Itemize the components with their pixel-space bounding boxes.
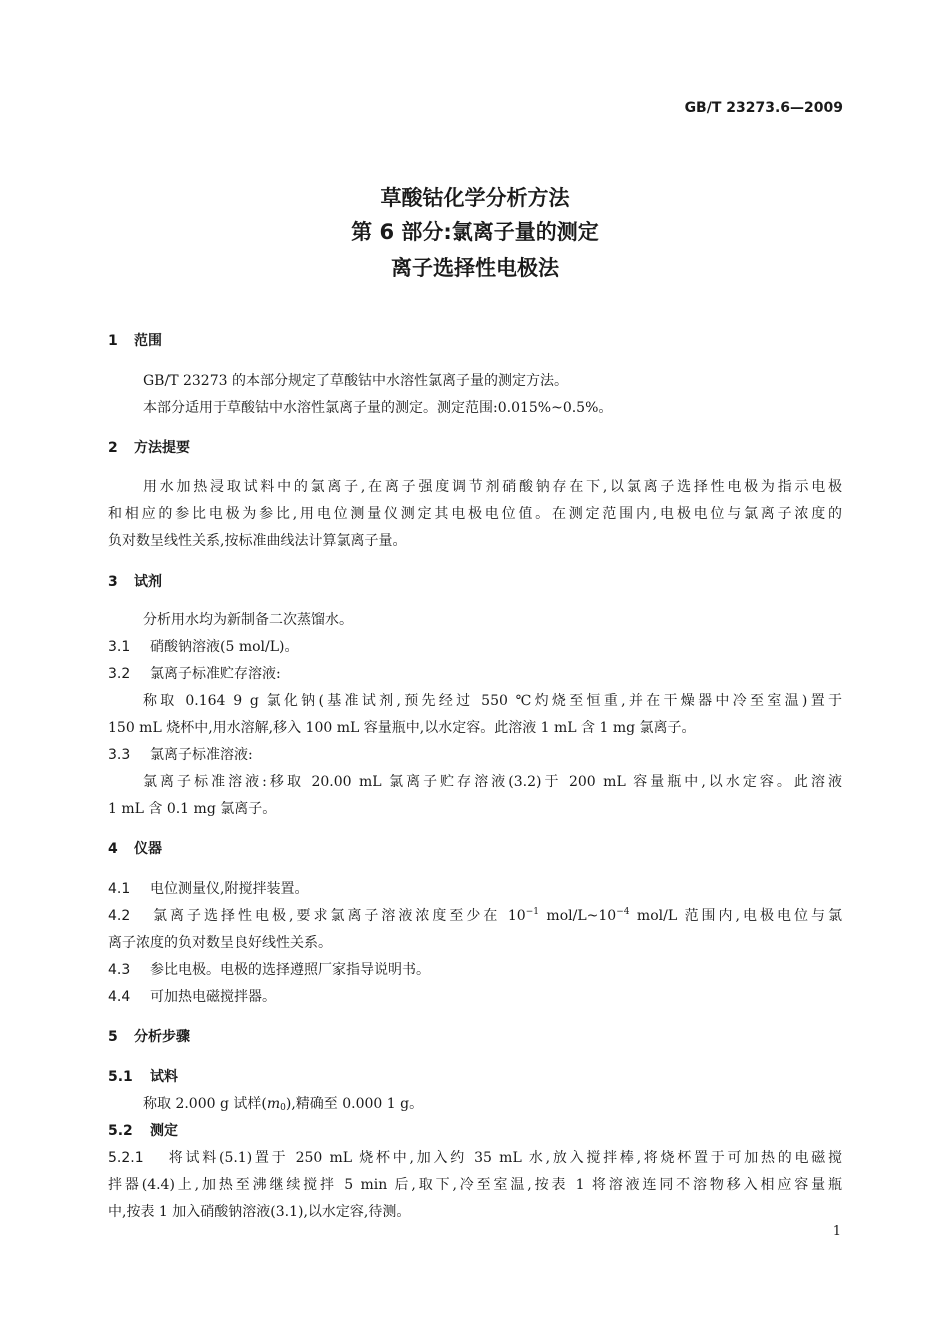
item-5-2-1-line-1 (108, 1147, 842, 1167)
section-3-heading (108, 571, 162, 591)
section-5-heading (108, 1026, 190, 1046)
text-b: ),精确至 0.000 1 g。 (285, 1096, 424, 1112)
item-number: 5.2.1 (108, 1150, 144, 1166)
item-5-1 (108, 1066, 178, 1086)
item-4-1 (108, 878, 308, 898)
page-number: 1 (832, 1224, 841, 1239)
item-3-2-line-2: 150 mL 烧杯中,用水溶解,移入 100 mL 容量瓶中,以水定容。此溶液 1 mL 含 1 mg 氯离子。 (108, 720, 696, 736)
item-number: 4.3 (108, 962, 131, 978)
section-number: 1 (108, 333, 118, 349)
section-1-paragraph-2: 本部分适用于草酸钴中水溶性氯离子量的测定。测定范围:0.015%~0.5%。 (143, 400, 613, 416)
item-3-3-line-2: 1 mL 含 0.1 mg 氯离子。 (108, 801, 277, 817)
section-number: 2 (108, 440, 118, 456)
section-2-heading (108, 437, 190, 457)
item-number: 4.2 (108, 908, 131, 924)
item-4-4 (108, 986, 276, 1006)
item-number: 3.1 (108, 639, 131, 655)
item-title: 试料 (150, 1069, 178, 1085)
item-text-c: mol/L 范围内,电极电位与氯 (629, 908, 843, 924)
item-number: 4.1 (108, 881, 131, 897)
doc-title-line-1: 草酸钴化学分析方法 (380, 186, 570, 210)
section-2-line-3: 负对数呈线性关系,按标准曲线法计算氯离子量。 (108, 533, 407, 549)
section-title: 仪器 (134, 841, 162, 857)
item-5-2-1-line-2: 拌器(4.4)上,加热至沸继续搅拌 5 min 后,取下,冷至室温,按表 1 将溶液连同不溶物移入相应容量瓶 (108, 1177, 842, 1193)
item-3-2-line-1: 称取 0.164 9 g 氯化钠(基准试剂,预先经过 550 ℃灼烧至恒重,并在干燥器中冷至室温)置于 (143, 693, 842, 709)
item-text: 参比电极。电极的选择遵照厂家指导说明书。 (150, 962, 430, 978)
item-5-2-1-line-3: 中,按表 1 加入硝酸钠溶液(3.1),以水定容,待测。 (108, 1204, 411, 1220)
item-text: 可加热电磁搅拌器。 (150, 989, 276, 1005)
item-text: 电位测量仪,附搅拌装置。 (150, 881, 309, 897)
item-text-a: 氯离子选择性电极,要求氯离子溶液浓度至少在 10 (150, 908, 526, 924)
doc-title-line-2: 第 6 部分:氯离子量的测定 (351, 220, 599, 244)
item-text-b: mol/L~10 (538, 908, 617, 924)
item-4-3 (108, 959, 430, 979)
exponent: −1 (525, 907, 539, 917)
section-1-paragraph-1: GB/T 23273 的本部分规定了草酸钴中水溶性氯离子量的测定方法。 (143, 373, 568, 389)
section-4-heading (108, 838, 162, 858)
item-4-2 (108, 905, 842, 925)
item-5-1-text (143, 1093, 423, 1113)
item-text: 氯离子标准贮存溶液: (150, 666, 281, 682)
item-number: 3.2 (108, 666, 131, 682)
item-3-1 (108, 636, 298, 656)
item-5-2 (108, 1120, 178, 1140)
item-text: 将试料(5.1)置于 250 mL 烧杯中,加入约 35 mL 水,放入搅拌棒,将烧杯置于可加热的电磁搅 (166, 1150, 842, 1166)
item-3-2 (108, 663, 281, 683)
item-number: 3.3 (108, 747, 131, 763)
text-a: 称取 2.000 g 试样( (143, 1096, 267, 1112)
item-3-3 (108, 744, 253, 764)
subscript: 0 (280, 1103, 286, 1113)
item-text: 氯离子标准溶液: (150, 747, 253, 763)
section-2-line-2: 和相应的参比电极为参比,用电位测量仪测定其电极电位值。在测定范围内,电极电位与氯离子浓度的 (108, 506, 842, 522)
doc-title-line-3: 离子选择性电极法 (391, 256, 559, 280)
section-number: 3 (108, 574, 118, 590)
item-title: 测定 (150, 1123, 178, 1139)
exponent: −4 (616, 907, 630, 917)
section-number: 5 (108, 1029, 118, 1045)
item-text: 硝酸钠溶液(5 mol/L)。 (150, 639, 299, 655)
item-4-2-line-2: 离子浓度的负对数呈良好线性关系。 (108, 935, 332, 951)
document-code: GB/T 23273.6—2009 (684, 100, 843, 116)
section-number: 4 (108, 841, 118, 857)
section-3-intro: 分析用水均为新制备二次蒸馏水。 (143, 612, 353, 628)
section-title: 范围 (134, 333, 162, 349)
section-title: 方法提要 (134, 440, 190, 456)
section-title: 分析步骤 (134, 1029, 190, 1045)
item-number: 4.4 (108, 989, 131, 1005)
mass-symbol: m (266, 1096, 281, 1112)
item-number: 5.2 (108, 1123, 133, 1139)
item-number: 5.1 (108, 1069, 133, 1085)
section-title: 试剂 (134, 574, 162, 590)
item-3-3-line-1: 氯离子标准溶液:移取 20.00 mL 氯离子贮存溶液(3.2)于 200 mL 容量瓶中,以水定容。此溶液 (143, 774, 842, 790)
section-1-heading (108, 330, 162, 350)
section-2-line-1: 用水加热浸取试料中的氯离子,在离子强度调节剂硝酸钠存在下,以氯离子选择性电极为指示电极 (143, 479, 842, 495)
